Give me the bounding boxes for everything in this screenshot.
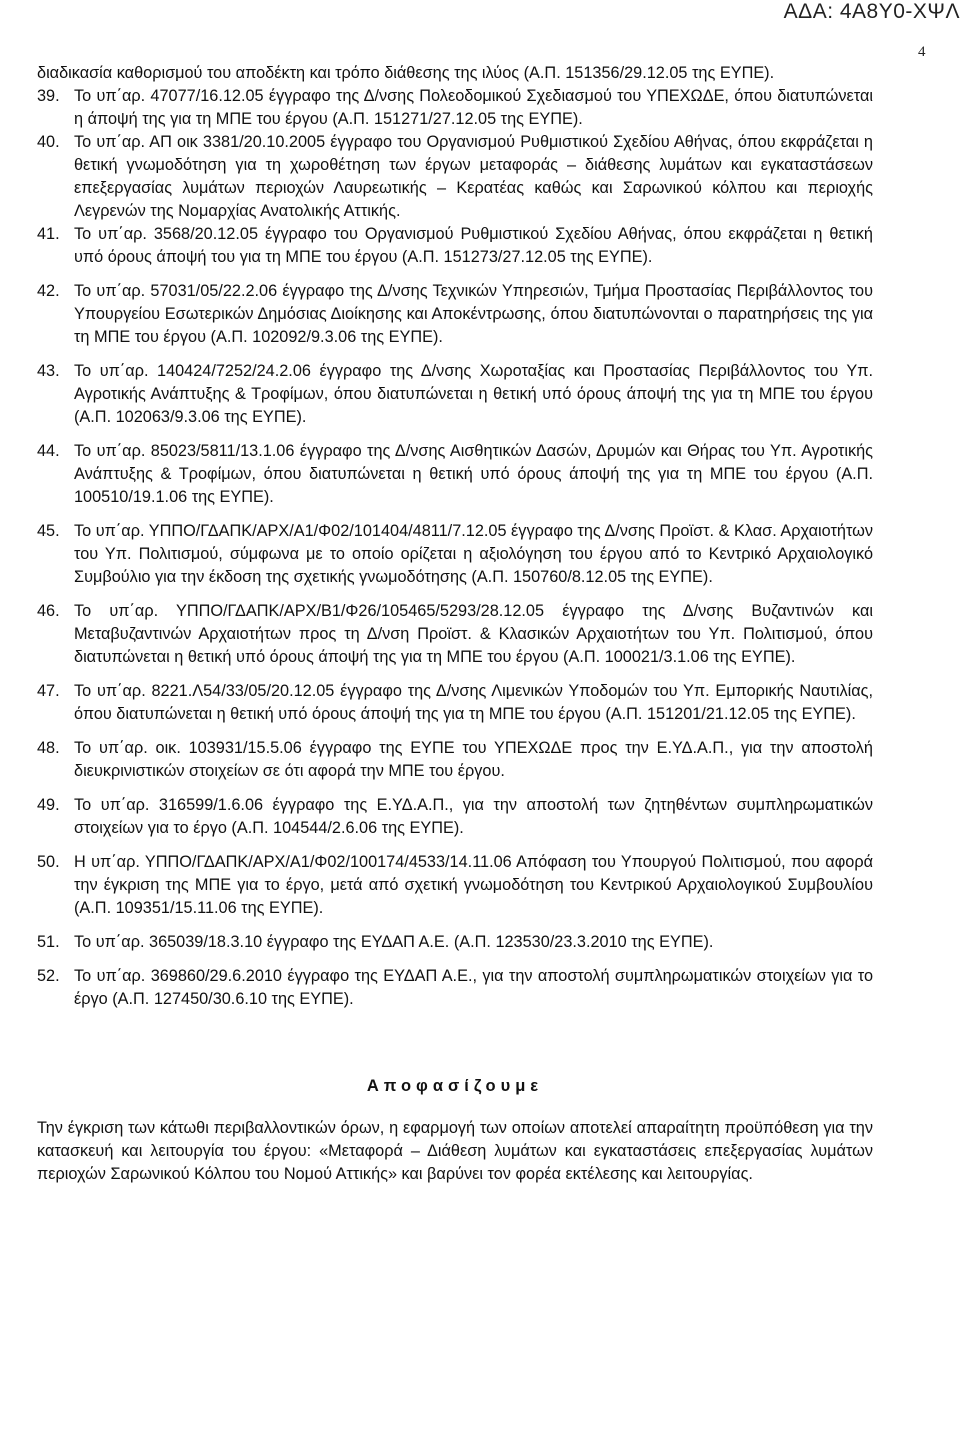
item-number: 48. [37, 739, 60, 757]
list-item [37, 931, 873, 954]
item-text: Το υπ΄αρ. 316599/1.6.06 έγγραφο της Ε.ΥΔ.Α.Π., για την αποστολή των ζητηθέντων συμπληρωματικών στοιχείων για το έργο (Α.Π. 104544/2.6.06 της ΕΥΠΕ). [74, 796, 873, 837]
item-text: Το υπ΄αρ. ΥΠΠΟ/ΓΔΑΠΚ/ΑΡΧ/Β1/Φ26/105465/5293/28.12.05 έγγραφο της Δ/νσης Βυζαντινών και Μεταβυζαντινών Αρχαιοτήτων προς τη Δ/νση Προϊστ. & Κλασικών Αρχαιοτήτων του Υπ. Πολιτισμού, όπου διατυπώνεται η θετική υπό όρους άποψή της για τη ΜΠΕ του έργου (Α.Π. 100021/3.1.06 της ΕΥΠΕ). [74, 602, 873, 666]
item-number: 50. [37, 853, 60, 871]
list-item [37, 440, 873, 509]
item-number: 42. [37, 282, 60, 300]
list-item [37, 520, 873, 589]
list-item [37, 131, 873, 223]
list-item [37, 85, 873, 131]
list-item [37, 223, 873, 269]
item-number: 44. [37, 442, 60, 460]
item-text: Το υπ΄αρ. 140424/7252/24.2.06 έγγραφο της Δ/νσης Χωροταξίας και Προστασίας Περιβάλλοντος του Υπ. Αγροτικής Ανάπτυξης & Τροφίμων, όπου διατυπώνεται η θετική υπό όρους άποψή της για τη ΜΠΕ του έργου (Α.Π. 102063/9.3.06 της ΕΥΠΕ). [74, 362, 873, 426]
page-number: 4 [918, 44, 926, 60]
list-item [37, 851, 873, 920]
continuation-paragraph: διαδικασία καθορισμού του αποδέκτη και τρόπο διάθεσης της ιλύος (Α.Π. 151356/29.12.05 της ΕΥΠΕ). [37, 64, 775, 82]
item-number: 46. [37, 602, 60, 620]
document-body [37, 62, 873, 1186]
item-text: Το υπ΄αρ. ΑΠ οικ 3381/20.10.2005 έγγραφο του Οργανισμού Ρυθμιστικού Σχεδίου Αθήνας, όπου εκφράζεται η θετική γνωμοδότηση για τη χωροθέτηση των έργων μεταφοράς – διάθεσης λυμάτων και εγκαταστάσεων επεξεργασίας λυμάτων περιοχών Λαυρεωτικής – Κερατέας καθώς και Σαρωνικού κόλπου και περιοχής Λεγρενών της Νομαρχίας Ανατολικής Αττικής. [74, 133, 873, 220]
item-text: Το υπ΄αρ. 47077/16.12.05 έγγραφο της Δ/νσης Πολεοδομικού Σχεδιασμού του ΥΠΕΧΩΔΕ, όπου διατυπώνεται η άποψή της για τη ΜΠΕ του έργου (Α.Π. 151271/27.12.05 της ΕΥΠΕ). [74, 87, 873, 128]
list-item [37, 360, 873, 429]
item-number: 45. [37, 522, 60, 540]
item-number: 39. [37, 87, 60, 105]
list-item [37, 965, 873, 1011]
item-text: Το υπ΄αρ. 85023/5811/13.1.06 έγγραφο της Δ/νσης Αισθητικών Δασών, Δρυμών και Θήρας του Υπ. Αγροτικής Ανάπτυξης & Τροφίμων, όπου διατυπώνεται η θετική υπό όρους άποψή της για τη ΜΠΕ του έργου (Α.Π. 100510/19.1.06 της ΕΥΠΕ). [74, 442, 873, 506]
list-item [37, 280, 873, 349]
item-number: 51. [37, 933, 60, 951]
item-text: Το υπ΄αρ. ΥΠΠΟ/ΓΔΑΠΚ/ΑΡΧ/Α1/Φ02/101404/4811/7.12.05 έγγραφο της Δ/νσης Προϊστ. & Κλασ. Αρχαιοτήτων του Υπ. Πολιτισμού, σύμφωνα με το οποίο ορίζεται η αξιολόγηση του έργου από το Κεντρικό Αρχαιολογικό Συμβούλιο για την έκδοση της σχετικής γνωμοδότησης (Α.Π. 150760/8.12.05 της ΕΥΠΕ). [74, 522, 873, 586]
item-number: 52. [37, 967, 60, 985]
item-number: 43. [37, 362, 60, 380]
list-item [37, 680, 873, 726]
item-text: Το υπ΄αρ. 57031/05/22.2.06 έγγραφο της Δ/νσης Τεχνικών Υπηρεσιών, Τμήμα Προστασίας Περιβάλλοντος του Υπουργείου Εσωτερικών Δημόσιας Διοίκησης και Αποκέντρωσης, όπου διατυπώνονται ο παρατηρήσεις της για τη ΜΠΕ του έργου (Α.Π. 102092/9.3.06 της ΕΥΠΕ). [74, 282, 873, 346]
item-text: Το υπ΄αρ. 369860/29.6.2010 έγγραφο της ΕΥΔΑΠ Α.Ε., για την αποστολή συμπληρωματικών στοιχείων για το έργο (Α.Π. 127450/30.6.10 της ΕΥΠΕ). [74, 967, 873, 1008]
item-number: 40. [37, 133, 60, 151]
item-text: Το υπ΄αρ. οικ. 103931/15.5.06 έγγραφο της ΕΥΠΕ του ΥΠΕΧΩΔΕ προς την Ε.ΥΔ.Α.Π., για την αποστολή διευκρινιστικών στοιχείων σε ότι αφορά την ΜΠΕ του έργου. [74, 739, 873, 780]
decision-heading: Αποφασίζουμε [366, 1077, 544, 1095]
item-text: Το υπ΄αρ. 8221.Λ54/33/05/20.12.05 έγγραφο της Δ/νσης Λιμενικών Υποδομών του Υπ. Εμπορικής Ναυτιλίας, όπου διατυπώνεται η θετική υπό όρους άποψή της για τη ΜΠΕ του έργου (Α.Π. 151201/21.12.05 της ΕΥΠΕ). [74, 682, 873, 723]
list-item [37, 600, 873, 669]
item-text: Η υπ΄αρ. ΥΠΠΟ/ΓΔΑΠΚ/ΑΡΧ/Α1/Φ02/100174/4533/14.11.06 Απόφαση του Υπουργού Πολιτισμού, που αφορά την έγκριση της ΜΠΕ για το έργο, μετά από σχετική γνωμοδότηση του Κεντρικού Αρχαιολογικού Συμβουλίου (Α.Π. 109351/15.11.06 της ΕΥΠΕ). [74, 853, 873, 917]
item-number: 41. [37, 225, 60, 243]
item-number: 49. [37, 796, 60, 814]
list-item [37, 737, 873, 783]
item-text: Το υπ΄αρ. 365039/18.3.10 έγγραφο της ΕΥΔΑΠ Α.Ε. (Α.Π. 123530/23.3.2010 της ΕΥΠΕ). [74, 933, 714, 951]
ada-code: ΑΔΑ: 4Α8Υ0-ΧΨΛ [783, 0, 960, 23]
list-item [37, 794, 873, 840]
item-number: 47. [37, 682, 60, 700]
item-text: Το υπ΄αρ. 3568/20.12.05 έγγραφο του Οργανισμού Ρυθμιστικού Σχεδίου Αθήνας, όπου εκφράζεται η θετική υπό όρους άποψή του για τη ΜΠΕ του έργου (Α.Π. 151273/27.12.05 της ΕΥΠΕ). [74, 225, 873, 266]
decision-paragraph: Την έγκριση των κάτωθι περιβαλλοντικών όρων, η εφαρμογή των οποίων αποτελεί απαραίτητη προϋπόθεση για την κατασκευή και λειτουργία του έργου: «Μεταφορά – Διάθεση λυμάτων και εγκαταστάσεις επεξεργασίας λυμάτων περιοχών Σαρωνικού Κόλπου του Νομού Αττικής» και βαρύνει τον φορέα εκτέλεσης και λειτουργίας. [37, 1119, 873, 1183]
